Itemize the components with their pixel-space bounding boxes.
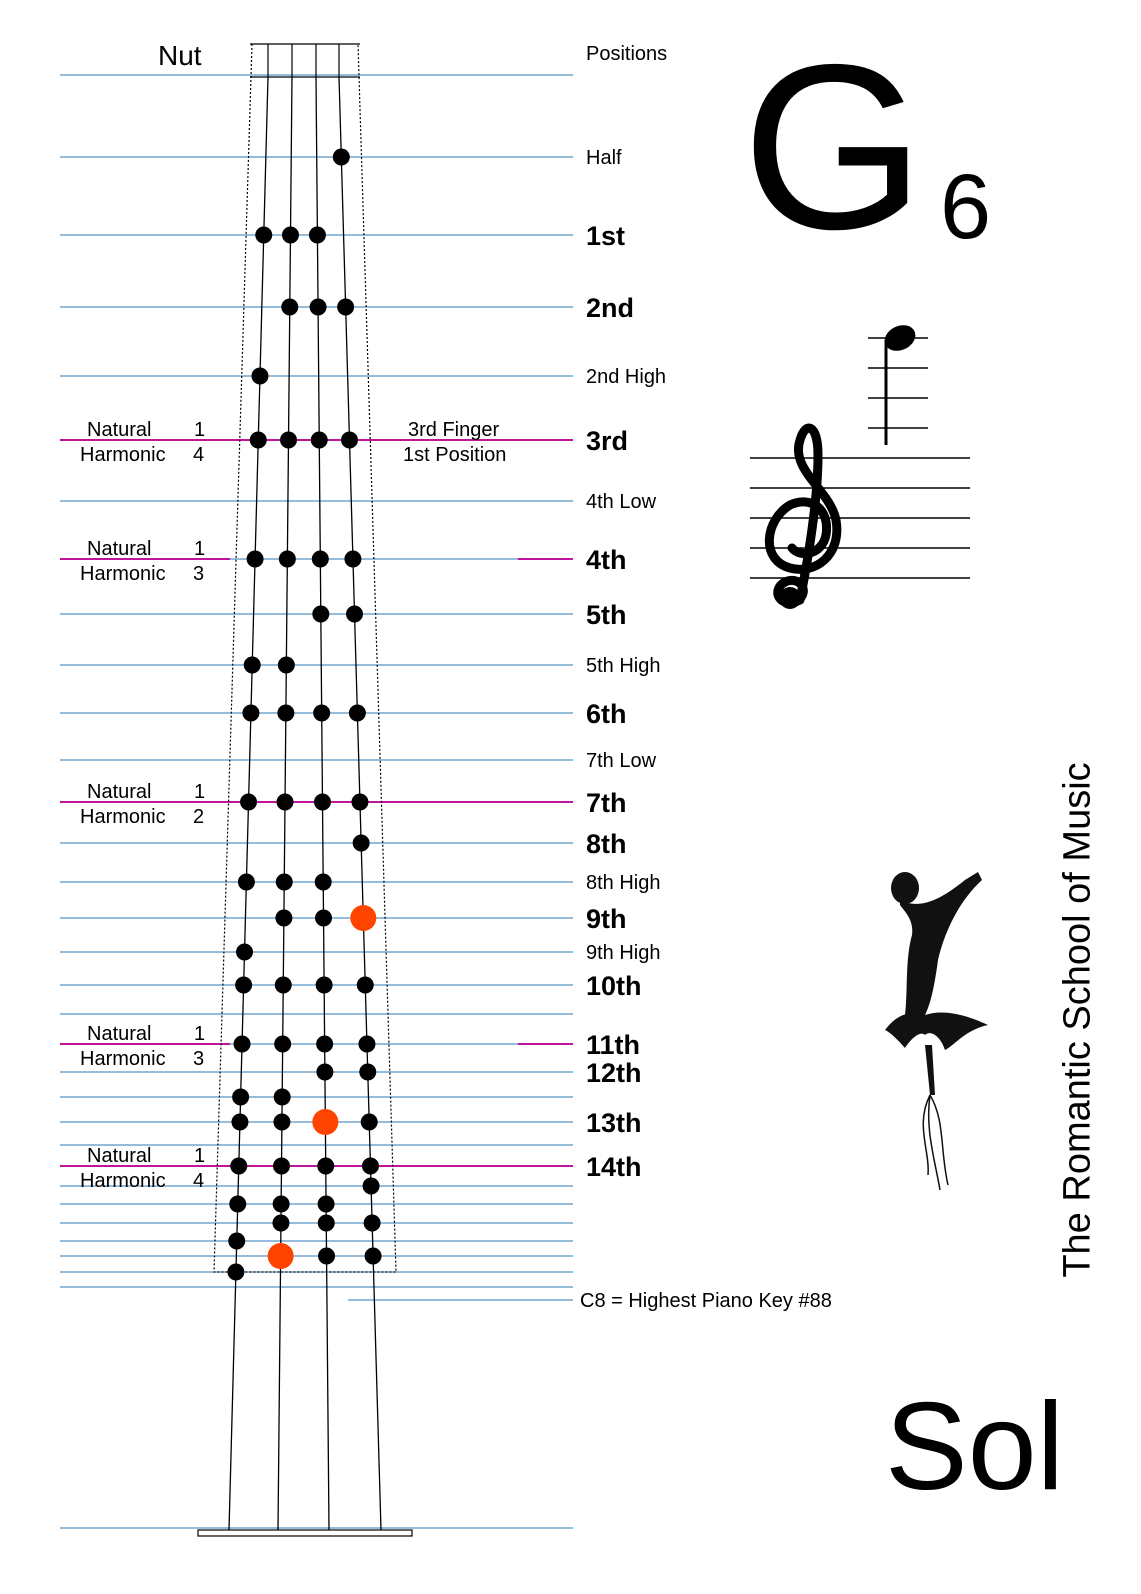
finger-dot [359, 1064, 376, 1081]
harmonic-word: Harmonic [80, 806, 166, 828]
finger-dot [318, 1196, 335, 1213]
position-label: 10th [586, 971, 642, 1001]
finger-dot [236, 944, 253, 961]
music-staff [750, 338, 970, 578]
finger-dot [277, 794, 294, 811]
third-finger-label: 3rd Finger [408, 419, 500, 441]
position-label: 12th [586, 1058, 642, 1088]
position-label: 4th Low [586, 491, 657, 513]
fingerboard [214, 44, 396, 1530]
harmonic-word: Natural [87, 538, 152, 560]
harmonic-word: Harmonic [80, 1048, 166, 1070]
position-label: 2nd High [586, 366, 667, 388]
finger-dot [318, 1215, 335, 1232]
finger-dot [346, 606, 363, 623]
harmonic-denominator: 4 [193, 444, 205, 466]
note-letter: G [742, 15, 925, 278]
finger-dot [240, 794, 257, 811]
finger-dot [251, 368, 268, 385]
finger-dot [228, 1233, 245, 1250]
harmonic-labels [80, 419, 506, 1192]
position-label: 4th [586, 545, 627, 575]
finger-dot [312, 606, 329, 623]
harmonic-denominator: 2 [193, 806, 205, 828]
finger-dot [232, 1089, 249, 1106]
target-note-dot [312, 1109, 338, 1135]
finger-dot [314, 794, 331, 811]
finger-dot [280, 432, 297, 449]
finger-dot [238, 874, 255, 891]
position-label: 5th High [586, 655, 661, 677]
finger-dot [279, 551, 296, 568]
finger-dot [231, 1114, 248, 1131]
finger-dot [234, 1036, 251, 1053]
position-label: 3rd [586, 426, 629, 456]
note-head-icon [880, 320, 919, 445]
harmonic-numerator: 1 [194, 419, 206, 441]
position-label: 8th High [586, 872, 661, 894]
finger-dot [247, 551, 264, 568]
finger-dot [341, 432, 358, 449]
violinist-silhouette-image [822, 842, 1040, 1200]
harmonic-numerator: 1 [194, 781, 206, 803]
finger-dot [316, 1036, 333, 1053]
finger-dot [361, 1114, 378, 1131]
finger-dot [274, 1089, 291, 1106]
finger-dot [315, 910, 332, 927]
harmonic-word: Natural [87, 1145, 152, 1167]
harmonic-denominator: 3 [193, 563, 205, 585]
target-note-dot [350, 905, 376, 931]
finger-dot [333, 149, 350, 166]
finger-dot [310, 299, 327, 316]
finger-dots [227, 149, 381, 1281]
position-label: 11th [586, 1030, 641, 1060]
nut [250, 44, 360, 77]
position-label: 9th High [586, 942, 661, 964]
finger-dot [227, 1264, 244, 1281]
finger-dot [244, 657, 261, 674]
finger-dot [273, 1158, 290, 1175]
harmonic-numerator: 1 [194, 538, 206, 560]
finger-dot [282, 227, 299, 244]
finger-dot [315, 874, 332, 891]
finger-dot [316, 1064, 333, 1081]
harmonic-word: Harmonic [80, 563, 166, 585]
positions-header: Positions [586, 43, 668, 65]
finger-dot [312, 551, 329, 568]
finger-dot [274, 1036, 291, 1053]
position-label: 2nd [586, 293, 635, 323]
finger-dot [278, 657, 295, 674]
finger-dot [309, 227, 326, 244]
finger-dot [277, 705, 294, 722]
finger-dot [276, 874, 293, 891]
finger-dot [349, 705, 366, 722]
target-note-dot [268, 1243, 294, 1269]
finger-dot [317, 1158, 334, 1175]
finger-dot [275, 977, 292, 994]
harmonic-word: Natural [87, 1023, 152, 1045]
position-label: 13th [586, 1108, 642, 1138]
finger-dot [357, 977, 374, 994]
finger-dot [272, 1215, 289, 1232]
finger-dot [235, 977, 252, 994]
finger-dot [229, 1196, 246, 1213]
harmonic-numerator: 1 [194, 1023, 206, 1045]
finger-dot [273, 1114, 290, 1131]
finger-dot [313, 705, 330, 722]
school-name: The Romantic School of Music [1056, 762, 1099, 1278]
nut-label: Nut [158, 40, 202, 71]
harmonic-word: Natural [87, 419, 152, 441]
position-label: 5th [586, 600, 627, 630]
first-position-label: 1st Position [403, 444, 507, 466]
finger-dot [311, 432, 328, 449]
harmonic-word: Natural [87, 781, 152, 803]
bridge [198, 1530, 412, 1536]
finger-dot [230, 1158, 247, 1175]
finger-dot [358, 1036, 375, 1053]
finger-dot [273, 1196, 290, 1213]
finger-dot [337, 299, 354, 316]
position-label: 7th [586, 788, 627, 818]
highest-piano-key-label: C8 = Highest Piano Key #88 [580, 1290, 832, 1312]
finger-dot [275, 910, 292, 927]
finger-dot [250, 432, 267, 449]
harmonic-word: Harmonic [80, 444, 166, 466]
position-label: 7th Low [586, 750, 657, 772]
harmonic-denominator: 4 [193, 1170, 205, 1192]
position-label: Half [586, 147, 622, 169]
harmonic-denominator: 3 [193, 1048, 205, 1070]
position-label: 6th [586, 699, 627, 729]
finger-dot [318, 1248, 335, 1265]
position-label: 14th [586, 1152, 642, 1182]
harmonic-word: Harmonic [80, 1170, 166, 1192]
note-name: Sol [885, 1378, 1065, 1516]
harmonic-numerator: 1 [194, 1145, 206, 1167]
finger-dot [363, 1178, 380, 1195]
finger-dot [353, 835, 370, 852]
position-label: 8th [586, 829, 627, 859]
finger-dot [364, 1215, 381, 1232]
note-octave: 6 [940, 156, 992, 258]
finger-dot [281, 299, 298, 316]
finger-dot [316, 977, 333, 994]
finger-dot [255, 227, 272, 244]
position-labels [586, 147, 666, 1182]
position-label: 9th [586, 904, 627, 934]
finger-dot [365, 1248, 382, 1265]
finger-dot [351, 794, 368, 811]
position-label: 1st [586, 221, 626, 251]
finger-dot [242, 705, 259, 722]
finger-dot [362, 1158, 379, 1175]
finger-dot [344, 551, 361, 568]
